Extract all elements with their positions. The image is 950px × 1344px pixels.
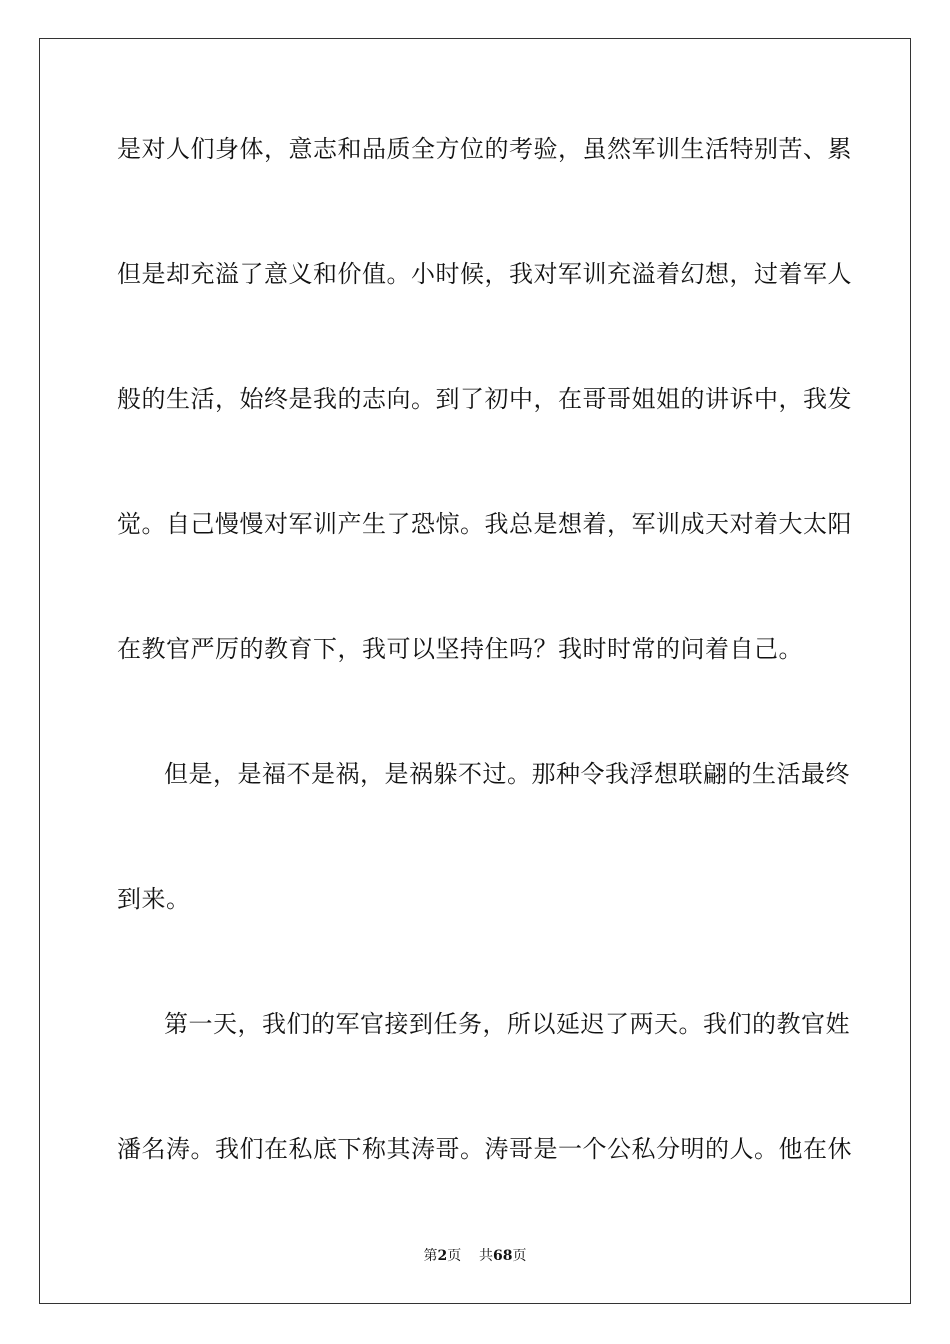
page-border bbox=[39, 38, 911, 1304]
body-line-7: 到来。 bbox=[117, 885, 191, 913]
footer-total-suffix: 页 bbox=[512, 1248, 527, 1264]
body-line-4: 觉。自己慢慢对军训产生了恐惊。我总是想着，军训成天对着大太阳 bbox=[117, 510, 852, 538]
footer-page-suffix: 页 bbox=[447, 1248, 462, 1264]
body-line-6: 但是，是福不是祸，是祸躲不过。那种令我浮想联翩的生活最终 bbox=[164, 760, 850, 788]
body-line-1: 是对人们身体，意志和品质全方位的考验，虽然军训生活特别苦、累 bbox=[117, 135, 852, 163]
footer-total-number: 68 bbox=[493, 1248, 513, 1264]
page-footer bbox=[0, 1247, 950, 1265]
footer-page-prefix: 第 bbox=[423, 1248, 438, 1264]
body-line-9: 潘名涛。我们在私底下称其涛哥。涛哥是一个公私分明的人。他在休 bbox=[117, 1135, 852, 1163]
body-line-8: 第一天，我们的军官接到任务，所以延迟了两天。我们的教官姓 bbox=[164, 1010, 850, 1038]
footer-page-number: 2 bbox=[437, 1248, 448, 1264]
footer-total-prefix: 共 bbox=[479, 1248, 494, 1264]
body-line-3: 般的生活，始终是我的志向。到了初中，在哥哥姐姐的讲诉中，我发 bbox=[117, 385, 852, 413]
body-line-5: 在教官严厉的教育下，我可以坚持住吗？我时时常的问着自己。 bbox=[117, 635, 803, 663]
body-line-2: 但是却充溢了意义和价值。小时候，我对军训充溢着幻想，过着军人 bbox=[117, 260, 852, 288]
